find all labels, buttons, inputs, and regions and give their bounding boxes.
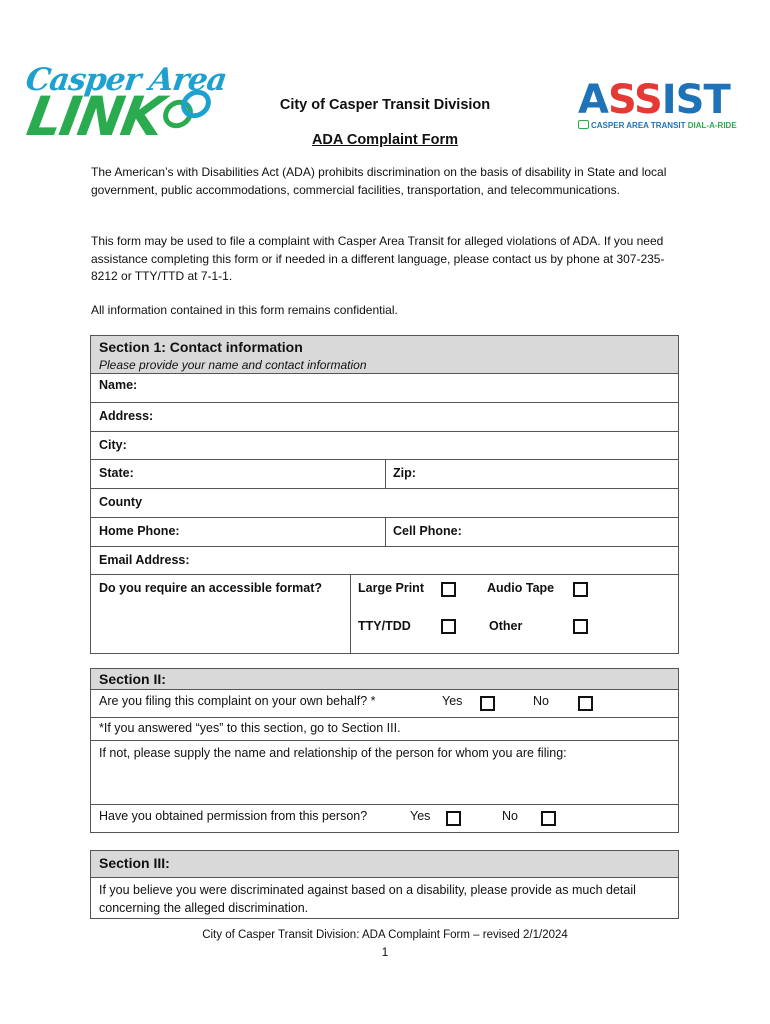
- large-print-label: Large Print: [358, 581, 424, 595]
- permission-question: Have you obtained permission from this person?: [99, 809, 368, 823]
- own-behalf-no-label: No: [533, 694, 549, 708]
- other-checkbox[interactable]: [573, 619, 588, 634]
- assist-a: A: [578, 77, 608, 123]
- intro-paragraph-1: The American’s with Disabilities Act (ADA) prohibits discrimination on the basis of disability in State and local government, public accommodations, commercial facilities, transportation, and telecommunications.: [91, 165, 667, 197]
- section-1-table: [90, 335, 679, 654]
- assist-ss: SS: [607, 77, 662, 123]
- city-label: City:: [99, 438, 127, 452]
- tty-checkbox[interactable]: [441, 619, 456, 634]
- logo-link-text: LINK: [22, 85, 168, 148]
- section-3-heading: Section III:: [99, 855, 170, 871]
- intro-paragraph-2: This form may be used to file a complaint with Casper Area Transit for alleged violations of ADA. If you need assistance completing this form or if needed in a different language, please contact us by phone at 307-235-8212 or TTY/TTD at 7-1-1.: [91, 234, 665, 283]
- assist-tagline-accent: DIAL-A-RIDE: [687, 121, 737, 130]
- address-field[interactable]: [91, 403, 678, 432]
- county-label: County: [99, 495, 143, 509]
- page-footer: City of Casper Transit Division: ADA Complaint Form – revised 2/1/2024: [202, 929, 568, 941]
- permission-yes-label: Yes: [410, 809, 431, 823]
- section-3-header: [91, 851, 678, 878]
- section-1-subheading: Please provide your name and contact information: [99, 358, 367, 372]
- email-field[interactable]: [91, 547, 678, 575]
- assist-tagline-text: CASPER AREA TRANSIT: [591, 121, 686, 130]
- assist-ist: IST: [661, 77, 730, 123]
- own-behalf-question: Are you filing this complaint on your own behalf? *: [99, 694, 376, 708]
- other-person-prompt: If not, please supply the name and relationship of the person for whom you are filing:: [99, 746, 567, 760]
- form-title: ADA Complaint Form: [311, 132, 459, 148]
- own-behalf-note: *If you answered “yes” to this section, go to Section III.: [99, 721, 401, 735]
- permission-no-label: No: [502, 809, 518, 823]
- divider: [350, 575, 351, 653]
- email-label: Email Address:: [99, 553, 190, 567]
- section-3-table: [90, 850, 679, 919]
- name-label: Name:: [99, 378, 138, 392]
- logo-script-text: Casper Area: [23, 62, 229, 98]
- county-field[interactable]: [91, 489, 678, 518]
- divider: [385, 518, 386, 546]
- section-1-heading: Section 1: Contact information: [99, 339, 303, 355]
- own-behalf-yes-label: Yes: [442, 694, 463, 708]
- own-behalf-yes-checkbox[interactable]: [480, 696, 495, 711]
- page-title: City of Casper Transit Division: [279, 97, 491, 113]
- section-2-header: [91, 669, 678, 690]
- zip-label: Zip:: [393, 466, 416, 480]
- large-print-checkbox[interactable]: [441, 582, 456, 597]
- permission-yes-checkbox[interactable]: [446, 811, 461, 826]
- state-label: State:: [99, 466, 134, 480]
- permission-no-checkbox[interactable]: [541, 811, 556, 826]
- section-1-header: [91, 336, 678, 374]
- audio-tape-checkbox[interactable]: [573, 582, 588, 597]
- city-field[interactable]: [91, 432, 678, 460]
- assist-tagline: [578, 120, 736, 130]
- accessible-format-question: Do you require an accessible format?: [99, 581, 322, 595]
- name-field[interactable]: [91, 374, 678, 403]
- tty-label: TTY/TDD: [358, 619, 411, 633]
- section-2-heading: Section II:: [99, 671, 166, 687]
- cell-phone-label: Cell Phone:: [393, 524, 462, 538]
- section-3-text: If you believe you were discriminated against based on a disability, please provide as much detail concerning the alleged discrimination.: [99, 883, 636, 915]
- other-label: Other: [489, 619, 523, 633]
- section-3-body[interactable]: [91, 878, 678, 918]
- state-zip-row: [91, 460, 678, 489]
- section-2-table: [90, 668, 679, 833]
- audio-tape-label: Audio Tape: [487, 581, 555, 595]
- phone-row: [91, 518, 678, 547]
- own-behalf-no-checkbox[interactable]: [578, 696, 593, 711]
- other-person-field[interactable]: [91, 741, 678, 805]
- own-behalf-row: [91, 690, 678, 718]
- permission-row: [91, 805, 678, 832]
- bus-icon: [578, 120, 589, 129]
- page-number: 1: [381, 945, 389, 959]
- intro-paragraph-3: All information contained in this form remains confidential.: [91, 303, 398, 317]
- accessible-format-row: [91, 575, 678, 653]
- home-phone-label: Home Phone:: [99, 524, 180, 538]
- note-row: [91, 718, 678, 741]
- divider: [385, 460, 386, 488]
- address-label: Address:: [99, 409, 154, 423]
